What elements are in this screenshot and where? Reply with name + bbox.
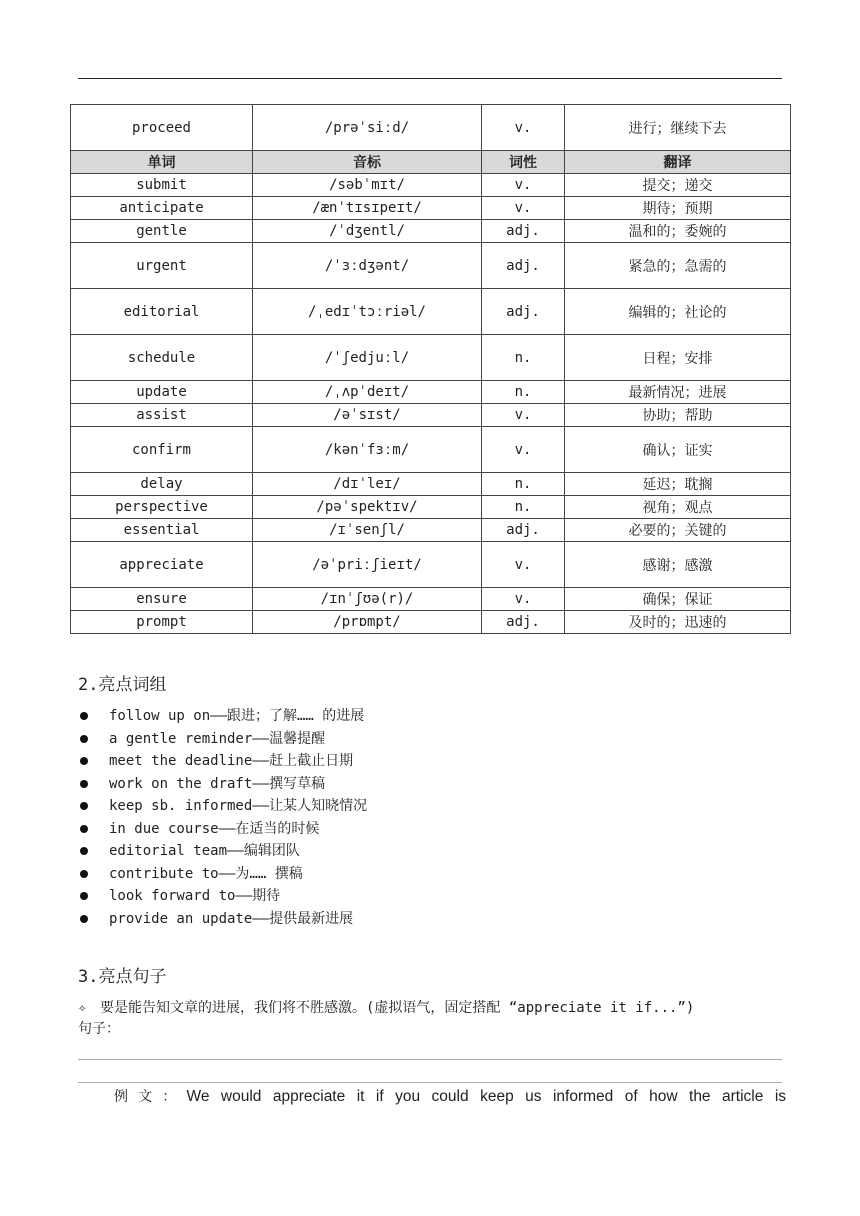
- list-item: [78, 863, 367, 886]
- phonetic-cell: /ænˈtɪsɪpeɪt/: [253, 197, 482, 220]
- phonetic-cell: /pəˈspektɪv/: [253, 496, 482, 519]
- meaning-cell: 必要的；关键的: [565, 519, 791, 542]
- word-cell: perspective: [71, 496, 253, 519]
- phrase-text: follow up on——跟进；了解…… 的进展: [109, 708, 365, 724]
- phonetic-cell: /ˌedɪˈtɔːriəl/: [253, 289, 482, 335]
- pos-cell: v.: [482, 197, 565, 220]
- phonetic-cell: /əˈsɪst/: [253, 404, 482, 427]
- bullet-icon: [80, 780, 88, 788]
- phrase-text: a gentle reminder——温馨提醒: [109, 730, 326, 747]
- answer-line: [78, 1059, 782, 1060]
- phonetic-cell: /ˈdʒentl/: [253, 220, 482, 243]
- table-row: [71, 611, 791, 634]
- header-rule: [78, 78, 782, 79]
- table-row: [71, 496, 791, 519]
- header-pos: 词性: [482, 151, 565, 174]
- word-cell: editorial: [71, 289, 253, 335]
- phonetic-cell: /prɒmpt/: [253, 611, 482, 634]
- phrase-text: keep sb. informed——让某人知晓情况: [109, 798, 368, 814]
- meaning-cell: 温和的；委婉的: [565, 220, 791, 243]
- phrase-text: meet the deadline——赶上截止日期: [109, 753, 354, 769]
- meaning-cell: 确认；证实: [565, 427, 791, 473]
- meaning-cell: 感谢；感激: [565, 542, 791, 588]
- meaning-cell: 确保；保证: [565, 588, 791, 611]
- table-row: [71, 105, 791, 151]
- word-cell: appreciate: [71, 542, 253, 588]
- bullet-icon: [80, 825, 88, 833]
- example-text: We would appreciate it if you could keep us informed of how the article is: [186, 1088, 787, 1105]
- pos-cell: n.: [482, 335, 565, 381]
- pos-cell: n.: [482, 381, 565, 404]
- word-cell: prompt: [71, 611, 253, 634]
- bullet-icon: [80, 802, 88, 810]
- list-item: [78, 818, 367, 841]
- phrase-list: [78, 705, 367, 930]
- phrase-text: in due course——在适当的时候: [109, 820, 320, 837]
- phrases-section-title: 2.亮点词组: [78, 675, 167, 695]
- phonetic-cell: /kənˈfɜːm/: [253, 427, 482, 473]
- bullet-icon: [80, 712, 88, 720]
- vocabulary-table: [70, 104, 791, 634]
- word-cell: update: [71, 381, 253, 404]
- pos-cell: v.: [482, 174, 565, 197]
- pos-cell: v.: [482, 105, 565, 151]
- pos-cell: adj.: [482, 611, 565, 634]
- sentence-prompt: [78, 998, 786, 1040]
- bullet-icon: [80, 870, 88, 878]
- phonetic-cell: /dɪˈleɪ/: [253, 473, 482, 496]
- meaning-cell: 进行；继续下去: [565, 105, 791, 151]
- list-item: [78, 840, 367, 863]
- header-word: 单词: [71, 151, 253, 174]
- table-row: [71, 427, 791, 473]
- word-cell: assist: [71, 404, 253, 427]
- pos-cell: adj.: [482, 519, 565, 542]
- list-item: [78, 750, 367, 773]
- word-cell: urgent: [71, 243, 253, 289]
- pos-cell: v.: [482, 427, 565, 473]
- phrase-text: look forward to——期待: [109, 888, 281, 904]
- table-row: [71, 404, 791, 427]
- meaning-cell: 编辑的；社论的: [565, 289, 791, 335]
- pos-cell: v.: [482, 542, 565, 588]
- list-item: [78, 795, 367, 818]
- word-cell: ensure: [71, 588, 253, 611]
- table-row: [71, 243, 791, 289]
- table-row: [71, 220, 791, 243]
- list-item: [78, 728, 367, 751]
- word-cell: proceed: [71, 105, 253, 151]
- meaning-cell: 延迟；耽搁: [565, 473, 791, 496]
- list-item: [78, 705, 367, 728]
- bullet-icon: [80, 735, 88, 743]
- phonetic-cell: /ɪnˈʃʊə(r)/: [253, 588, 482, 611]
- sentences-section-title: 3.亮点句子: [78, 967, 167, 987]
- answer-line: [78, 1082, 782, 1083]
- bullet-icon: [80, 847, 88, 855]
- bullet-icon: [80, 892, 88, 900]
- meaning-cell: 提交；递交: [565, 174, 791, 197]
- phonetic-cell: /ˌʌpˈdeɪt/: [253, 381, 482, 404]
- header-meaning: 翻译: [565, 151, 791, 174]
- meaning-cell: 紧急的；急需的: [565, 243, 791, 289]
- phonetic-cell: /ɪˈsenʃl/: [253, 519, 482, 542]
- pos-cell: n.: [482, 473, 565, 496]
- pos-cell: n.: [482, 496, 565, 519]
- table-row: [71, 197, 791, 220]
- table-row: [71, 381, 791, 404]
- phrase-text: work on the draft——撰写草稿: [109, 775, 326, 792]
- meaning-cell: 及时的；迅速的: [565, 611, 791, 634]
- table-row: [71, 542, 791, 588]
- word-cell: essential: [71, 519, 253, 542]
- table-row: [71, 174, 791, 197]
- meaning-cell: 日程；安排: [565, 335, 791, 381]
- pos-cell: adj.: [482, 243, 565, 289]
- pos-cell: v.: [482, 588, 565, 611]
- word-cell: schedule: [71, 335, 253, 381]
- phonetic-cell: /ˈʃedjuːl/: [253, 335, 482, 381]
- phrase-text: provide an update——提供最新进展: [109, 910, 354, 927]
- star-icon: ✧: [78, 1000, 87, 1016]
- pos-cell: v.: [482, 404, 565, 427]
- pos-cell: adj.: [482, 289, 565, 335]
- meaning-cell: 视角；观点: [565, 496, 791, 519]
- table-row: [71, 588, 791, 611]
- table-row: [71, 289, 791, 335]
- header-phonetic: 音标: [253, 151, 482, 174]
- list-item: [78, 908, 367, 931]
- phrase-text: editorial team——编辑团队: [109, 843, 300, 859]
- word-cell: gentle: [71, 220, 253, 243]
- meaning-cell: 最新情况；进展: [565, 381, 791, 404]
- phonetic-cell: /ˈɜːdʒənt/: [253, 243, 482, 289]
- table-header-row: [71, 151, 791, 174]
- meaning-cell: 期待；预期: [565, 197, 791, 220]
- list-item: [78, 773, 367, 796]
- word-cell: confirm: [71, 427, 253, 473]
- phonetic-cell: /əˈpriːʃieɪt/: [253, 542, 482, 588]
- pos-cell: adj.: [482, 220, 565, 243]
- phonetic-cell: /səbˈmɪt/: [253, 174, 482, 197]
- list-item: [78, 885, 367, 908]
- prompt-text: 要是能告知文章的进展，我们将不胜感激。(虚拟语气，固定搭配 “appreciate it if...”): [100, 1000, 695, 1016]
- table-row: [71, 335, 791, 381]
- word-cell: anticipate: [71, 197, 253, 220]
- phonetic-cell: /prəˈsiːd/: [253, 105, 482, 151]
- table-row: [71, 473, 791, 496]
- word-cell: submit: [71, 174, 253, 197]
- meaning-cell: 协助；帮助: [565, 404, 791, 427]
- word-cell: delay: [71, 473, 253, 496]
- sentence-label: 句子：: [78, 1021, 120, 1037]
- example-label: 例文：: [114, 1089, 187, 1105]
- bullet-icon: [80, 757, 88, 765]
- example-sentence: [78, 1086, 786, 1108]
- bullet-icon: [80, 915, 88, 923]
- phrase-text: contribute to——为…… 撰稿: [109, 865, 303, 882]
- table-row: [71, 519, 791, 542]
